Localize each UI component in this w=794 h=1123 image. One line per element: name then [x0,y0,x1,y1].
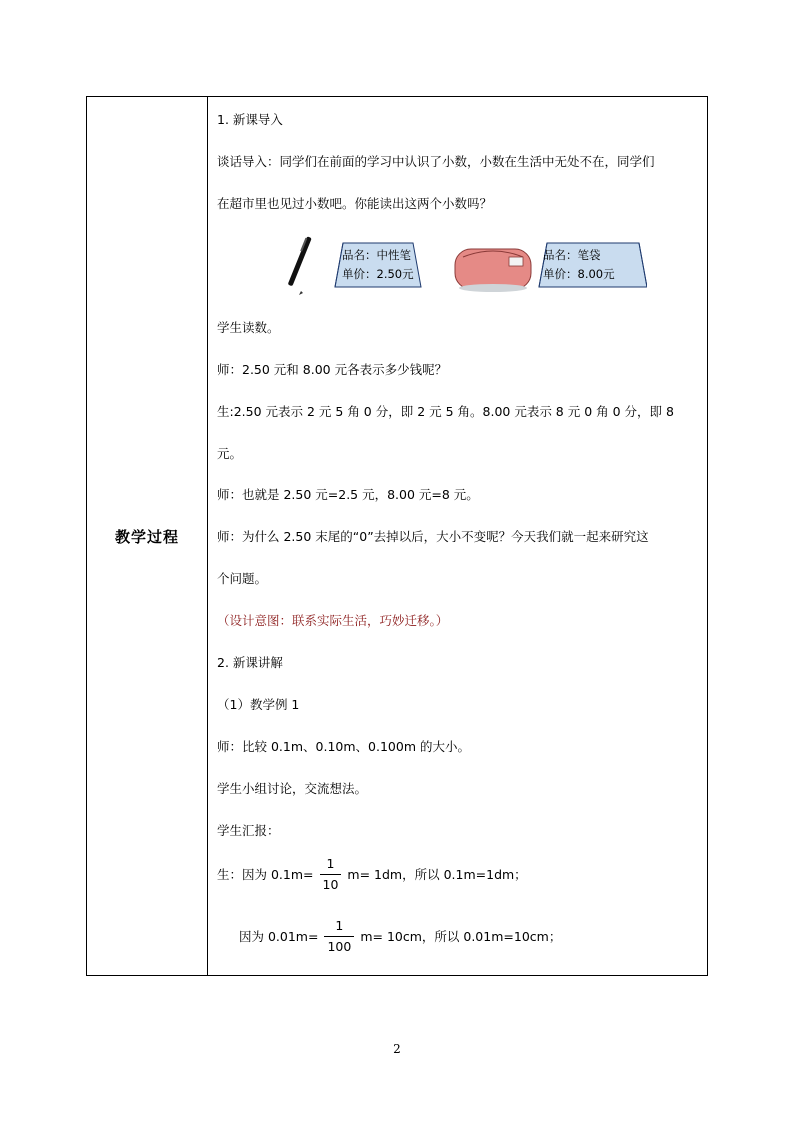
design-intent: （设计意图：联系实际生活，巧妙迁移。） [217,613,449,628]
teacher-question-2-line-2: 个问题。 [217,571,268,586]
tag2-name: 品名：笔袋 [543,248,601,262]
page-number: 2 [393,1042,401,1056]
teacher-question-3: 师：比较 0.1m、0.10m、0.100m 的大小。 [217,739,470,754]
column-divider [207,97,208,975]
fraction-line-2 [239,918,561,955]
example-title: （1）教学例 1 [217,697,300,712]
section-1-title: 1. 新课导入 [217,112,283,127]
fraction-line-2-prefix: 因为 0.01m= [239,928,319,944]
fraction-1-bar [320,874,342,875]
teacher-question-1: 师：2.50 元和 8.00 元各表示多少钱呢？ [217,362,448,377]
tag1-name: 品名：中性笔 [342,248,411,262]
fraction-1-denominator: 10 [322,877,339,892]
intro-line-2: 在超市里也见过小数吧。你能读出这两个小数吗？ [217,196,493,211]
fraction-line-1-suffix: m= 1dm，所以 0.1m=1dm； [347,866,527,882]
tag1-price: 单价：2.50元 [342,267,414,281]
student-answer-1-line-1: 生:2.50 元表示 2 元 5 角 0 分，即 2 元 5 角。8.00 元表示 8 元 0 角 0 分，即 8 [217,404,674,419]
fraction-line-1-prefix: 生：因为 0.1m= [217,866,314,882]
teacher-statement-2: 师：也就是 2.50 元=2.5 元，8.00 元=8 元。 [217,487,479,502]
fraction-line-1 [217,856,527,893]
student-report: 学生汇报： [217,823,280,838]
intro-line-1: 谈话导入：同学们在前面的学习中认识了小数，小数在生活中无处不在，同学们 [217,154,655,169]
pen-icon [288,236,312,295]
fraction-2-bar [324,936,354,937]
fraction-2 [324,918,354,955]
fraction-1-numerator: 1 [326,856,335,871]
teacher-question-2-line-1: 师：为什么 2.50 末尾的“0”去掉以后，大小不变呢？今天我们就一起来研究这 [217,529,649,544]
row-label [87,97,207,975]
tag2-price: 单价：8.00元 [543,267,615,281]
group-discussion: 学生小组讨论，交流想法。 [217,781,368,796]
student-read: 学生读数。 [217,320,280,335]
section-2-title: 2. 新课讲解 [217,655,283,670]
process-content [217,97,702,975]
fraction-1 [320,856,342,893]
pencil-pouch-icon [455,249,531,292]
student-answer-1-line-2: 元。 [217,446,243,461]
row-label-text: 教学过程 [114,527,179,546]
fraction-2-denominator: 100 [327,939,352,954]
fraction-2-numerator: 1 [335,918,344,933]
fraction-line-2-suffix: m= 10cm，所以 0.01m=10cm； [360,928,562,944]
lesson-table [86,96,708,976]
